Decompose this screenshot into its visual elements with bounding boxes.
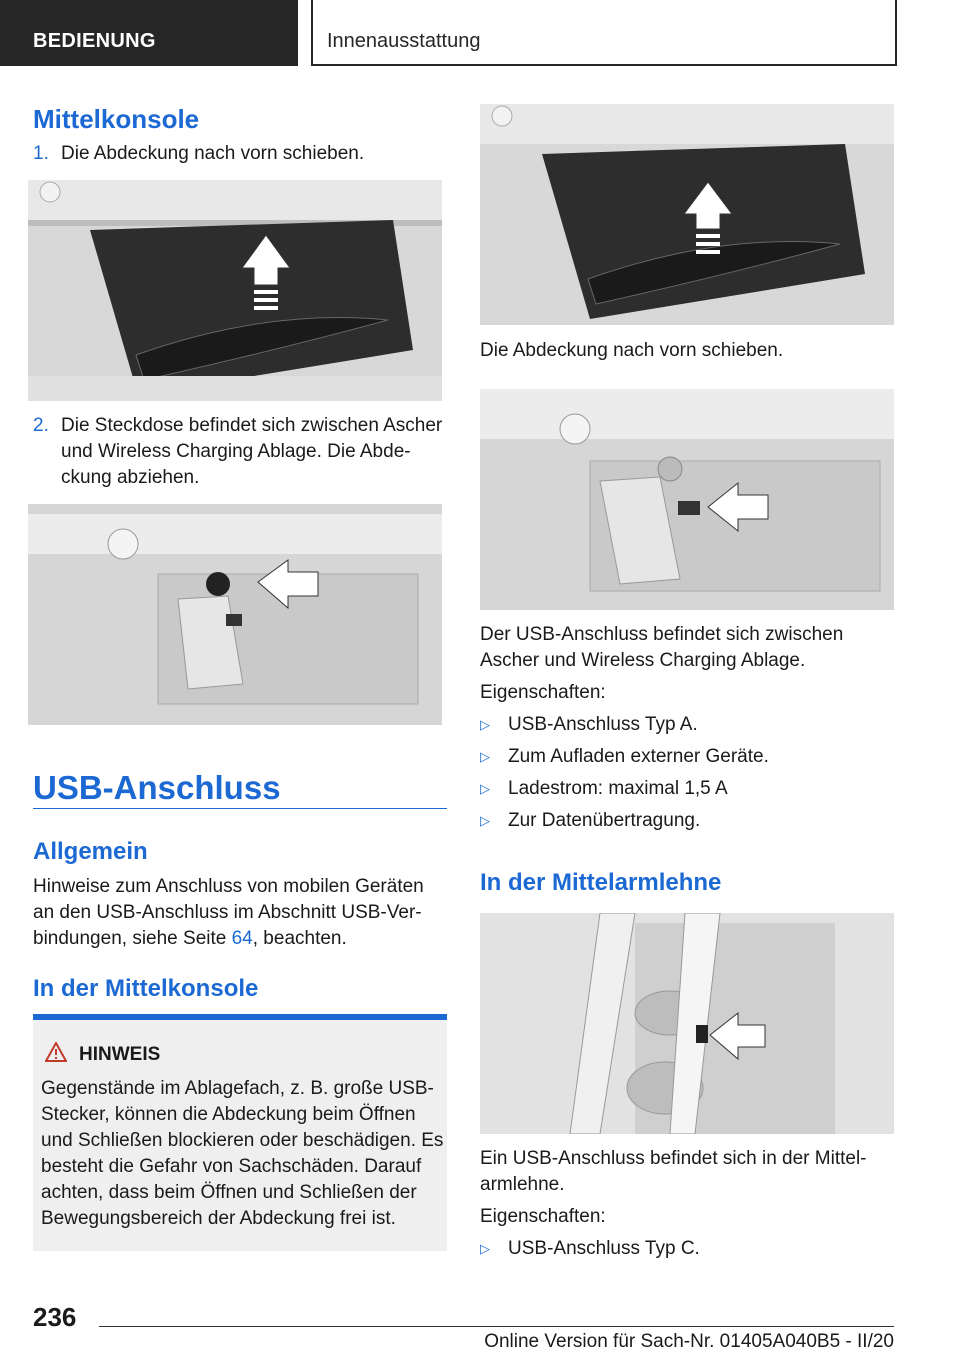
figure-socket-left xyxy=(28,504,442,725)
list-item-text: Ladestrom: maximal 1,5 A xyxy=(508,778,728,799)
warning-icon xyxy=(45,1042,67,1062)
props-label-1: Eigenschaften: xyxy=(480,682,606,703)
figure-cover-slide-right xyxy=(480,104,894,325)
footer-divider xyxy=(99,1326,894,1327)
step-2-text: Die Steckdose befindet sich zwischen Ascher und Wireless Charging Ablage. Die Abdeckung abziehen. xyxy=(61,415,443,488)
chapter-tab xyxy=(311,0,897,66)
general-text-pre: Hinweise zum Anschluss von mobilen Geräten an den USB-Anschluss im Abschnitt USB-Verbindungen, siehe Seite xyxy=(33,876,424,949)
heading-usb-anschluss: USB-Anschluss xyxy=(33,769,281,806)
section-title: BEDIENUNG xyxy=(33,30,156,52)
figure-cover-slide-left xyxy=(28,180,442,401)
step-2-number: 2. xyxy=(33,415,49,436)
heading-in-der-mittelkonsole: In der Mittelkonsole xyxy=(33,975,259,1002)
usb-c-text: Ein USB-Anschluss befindet sich in der Mittelarmlehne. xyxy=(480,1148,867,1195)
bullet-triangle-icon: ▷ xyxy=(480,781,490,796)
step-1-number: 1. xyxy=(33,143,49,164)
page-number: 236 xyxy=(33,1302,77,1332)
list-item-text: USB-Anschluss Typ C. xyxy=(508,1238,700,1259)
list-item-text: USB-Anschluss Typ A. xyxy=(508,714,698,735)
figure-usb-a xyxy=(480,389,894,610)
heading-mittelarmlehne: In der Mittelarmlehne xyxy=(480,869,722,896)
caption-cover: Die Abdeckung nach vorn schieben. xyxy=(480,340,784,361)
footer-version: Online Version für Sach-Nr. 01405A040B5 - II/20 xyxy=(484,1331,894,1352)
section-tab xyxy=(0,0,298,66)
notice-text: Gegenstände im Ablagefach, z. B. große USB-Stecker, können die Abdeckung beim Öffnen und Schließen blockieren oder beschädigen. Es besteht die Gefahr von Sachschäden. Darauf achten, dass beim Öffnen und Schließen der Bewegungsbereich der Abdeckung frei ist. xyxy=(41,1078,444,1229)
list-item-text: Zur Datenübertragung. xyxy=(508,810,701,831)
bullet-triangle-icon: ▷ xyxy=(480,1241,490,1256)
heading-allgemein: Allgemein xyxy=(33,838,148,865)
notice-box xyxy=(33,1014,447,1251)
heading-underline xyxy=(33,808,447,809)
bullet-triangle-icon: ▷ xyxy=(480,717,490,732)
chapter-title: Innenausstattung xyxy=(327,30,481,52)
notice-title: HINWEIS xyxy=(79,1044,161,1065)
figure-usb-c-armrest xyxy=(480,913,894,1134)
props-label-2: Eigenschaften: xyxy=(480,1206,606,1227)
step-1-text: Die Abdeckung nach vorn schieben. xyxy=(61,143,365,164)
list-item-text: Zum Aufladen externer Geräte. xyxy=(508,746,769,767)
bullet-triangle-icon: ▷ xyxy=(480,813,490,828)
general-text xyxy=(33,874,447,952)
page-link-64[interactable]: 64 xyxy=(231,928,253,949)
usb-a-text: Der USB-Anschluss befindet sich zwischen Ascher und Wireless Charging Ablage. xyxy=(480,624,844,671)
bullet-triangle-icon: ▷ xyxy=(480,749,490,764)
general-text-post: , beachten. xyxy=(252,928,347,949)
heading-mittelkonsole: Mittelkonsole xyxy=(33,104,200,134)
